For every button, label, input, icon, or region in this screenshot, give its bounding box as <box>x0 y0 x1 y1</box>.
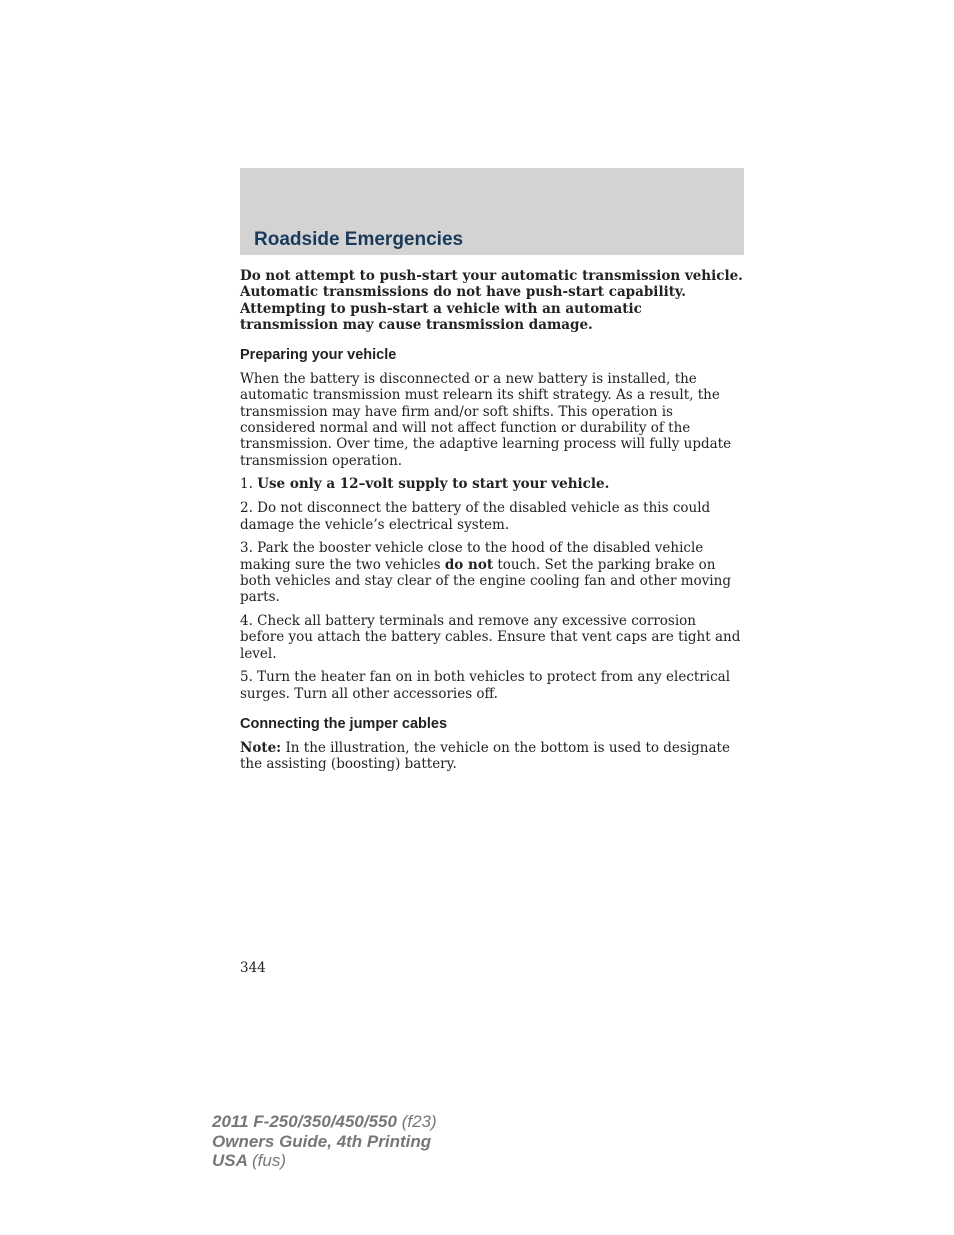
section-title: Roadside Emergencies <box>254 229 464 250</box>
step-3-text-before: 3. Park the booster vehicle close to the hood of the disabled vehicle making sure the two vehicles <box>240 540 704 573</box>
step-3 <box>240 540 744 605</box>
page-number: 344 <box>240 960 266 976</box>
note-text: In the illustration, the vehicle on the bottom is used to designate the assisting (boosting) battery. <box>240 740 730 773</box>
step-1 <box>240 476 744 492</box>
step-2: 2. Do not disconnect the battery of the disabled vehicle as this could damage the vehicle’s electrical system. <box>240 500 711 533</box>
step-3-emphasis: do not <box>444 556 494 573</box>
footer-market: USA <box>212 1151 248 1170</box>
note-label: Note: <box>240 740 282 757</box>
step-4: 4. Check all battery terminals and remove any excessive corrosion before you attach the battery cables. Ensure that vent caps are tight and level. <box>240 613 741 662</box>
footer-line-guide: Owners Guide, 4th Printing <box>212 1131 432 1151</box>
step-1-text: Use only a 12–volt supply to start your vehicle. <box>257 476 610 493</box>
footer-market-code: (fus) <box>252 1151 286 1170</box>
footer-model-code: (f23) <box>401 1112 437 1131</box>
note <box>240 740 744 773</box>
warning-text: Do not attempt to push-start your automatic transmission vehicle. Automatic transmissions do not have push-start capability. Attempting to push-start a vehicle with an automatic transmission may cause transmission damage. <box>240 268 743 333</box>
footer-line-market <box>212 1151 437 1171</box>
footer-model: 2011 F-250/350/450/550 <box>212 1112 397 1131</box>
footer-line-model <box>212 1112 437 1132</box>
step-1-number: 1. <box>240 476 253 493</box>
heading-connecting-cables: Connecting the jumper cables <box>240 716 448 733</box>
step-3-text-after: touch. Set the parking brake on both vehicles and stay clear of the engine cooling fan and other moving parts. <box>240 556 731 606</box>
preparing-intro: When the battery is disconnected or a new battery is installed, the automatic transmission must relearn its shift strategy. As a result, the transmission may have firm and/or soft shifts. This operation is considered normal and will not affect function or durability of the transmission. Over time, the adaptive learning process will fully update transmission operation. <box>240 371 732 469</box>
heading-preparing-vehicle: Preparing your vehicle <box>240 347 397 364</box>
document-footer <box>212 1112 437 1171</box>
step-5: 5. Turn the heater fan on in both vehicles to protect from any electrical surges. Turn all other accessories off. <box>240 669 731 702</box>
section-header-band <box>240 168 744 255</box>
page-content <box>240 268 744 780</box>
